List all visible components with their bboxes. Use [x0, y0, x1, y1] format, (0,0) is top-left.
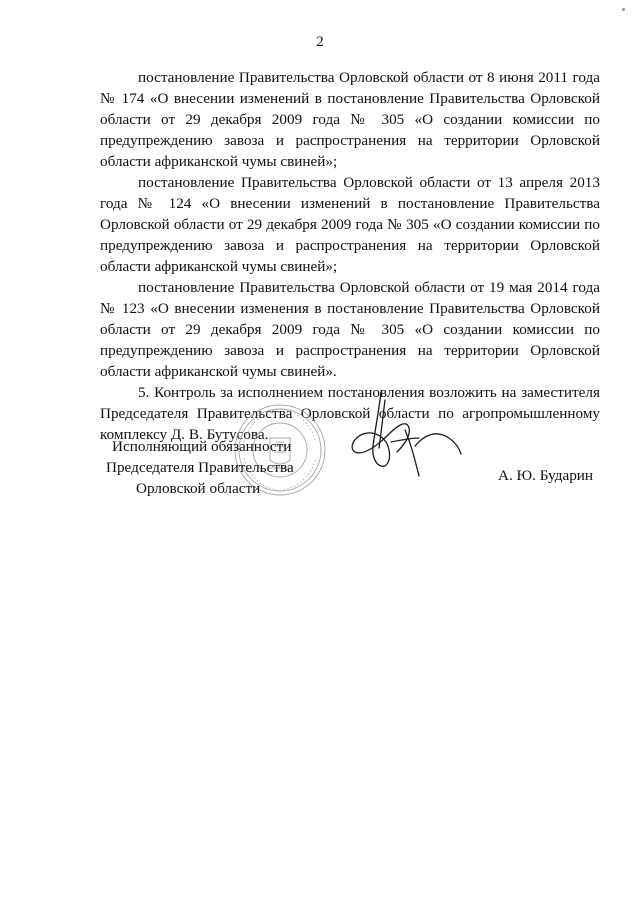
paragraph-control: 5. Контроль за исполнением постановления возложить на заместителя Председателя Правительства Орловской области по агропромышленному комплексу Д. В. Бутусова. — [100, 384, 600, 443]
signature-block — [0, 436, 640, 516]
paragraph-decree-2014: постановление Правительства Орловской области от 19 мая 2014 года № 123 «О внесении изменения в постановление Правительства Орловской области от 29 декабря 2009 года № 305 «О создании комиссии по предупреждению завоза и распространения на территории Орловской области африканской чумы свиней». — [100, 279, 600, 380]
paragraph-decree-2013: постановление Правительства Орловской области от 13 апреля 2013 года № 124 «О внесении изменений в постановление Правительства Орловской области от 29 декабря 2009 года № 305 «О создании комиссии по предупреждению завоза и распространения на территории Орловской области африканской чумы свиней»; — [100, 174, 600, 275]
signer-title-line-1: Исполняющий обязанности — [112, 438, 292, 455]
paragraph-decree-2011: постановление Правительства Орловской области от 8 июня 2011 года № 174 «О внесении изменений в постановление Правительства Орловской области от 29 декабря 2009 года № 305 «О создании комиссии по предупреждению завоза и распространения на территории Орловской области африканской чумы свиней»; — [100, 69, 600, 170]
page-number: 2 — [316, 34, 324, 50]
signer-title — [106, 436, 294, 499]
signer-name: А. Ю. Бударин — [498, 467, 594, 484]
signer-title-line-3: Орловской области — [136, 480, 261, 497]
signer-title-line-2: Председателя Правительства — [106, 459, 294, 476]
corner-dot — [622, 8, 625, 11]
document-body — [100, 67, 600, 445]
